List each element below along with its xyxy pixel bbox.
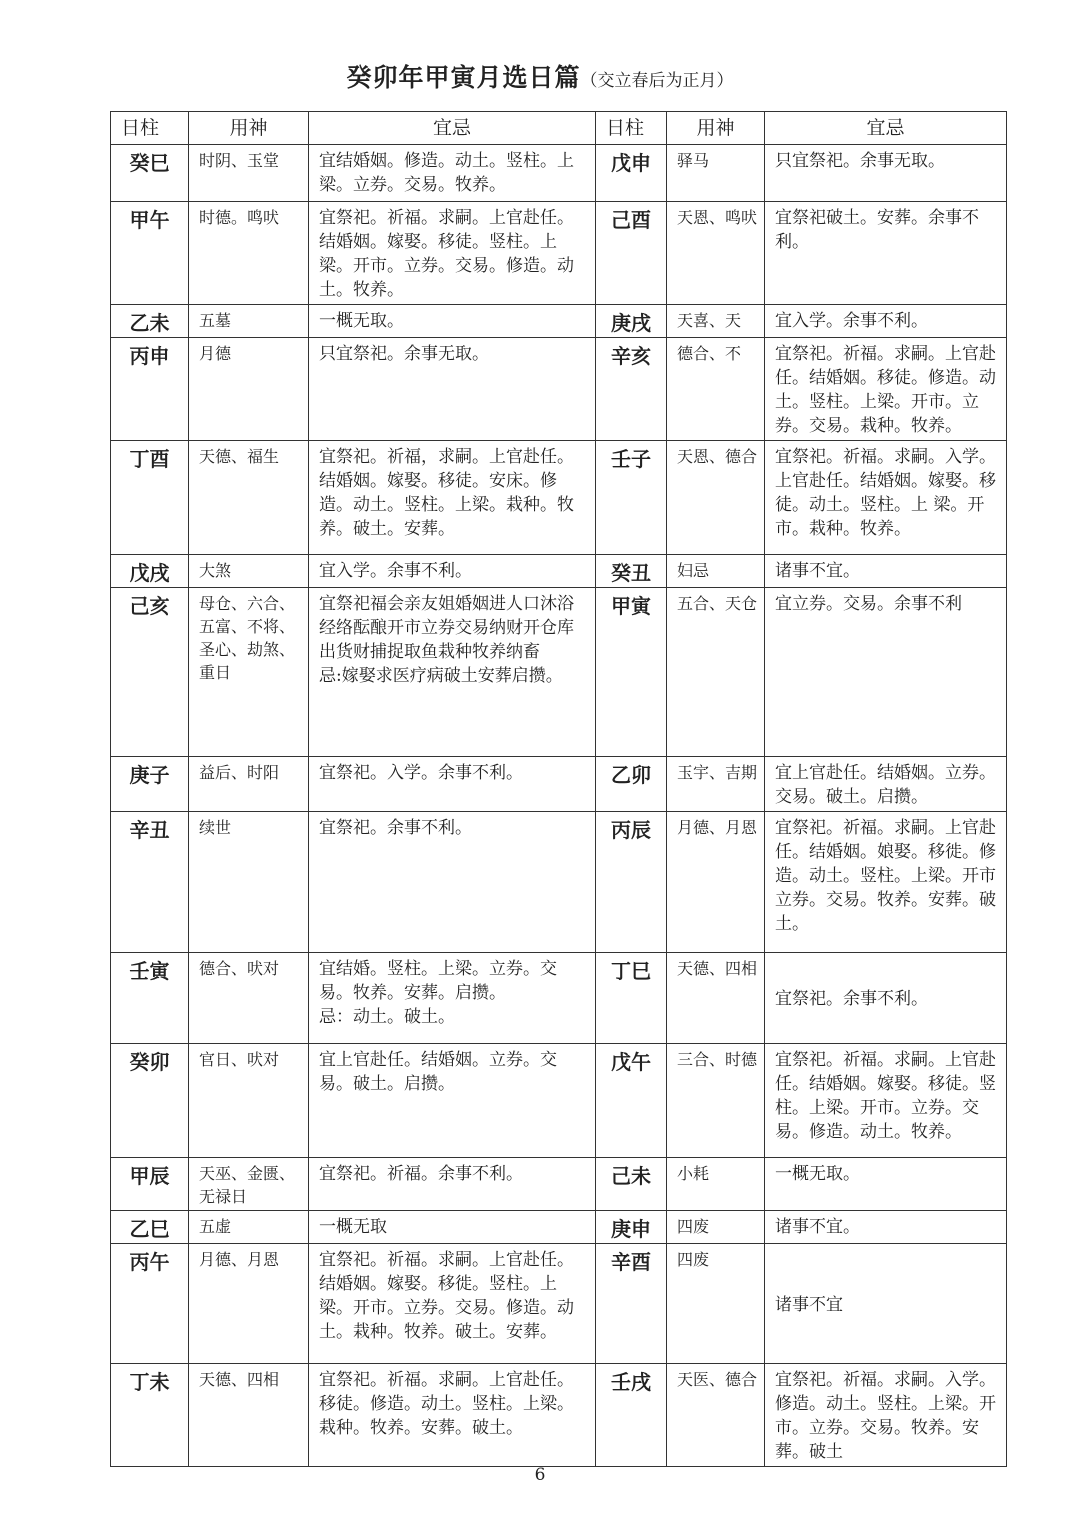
useful-gods-right: 天喜、天 bbox=[667, 305, 765, 338]
activity-line: 宜祭祀。祈福。求嗣。上官赴任。结婚姻。嫁娶。移徒。竖柱。上梁。开市。立券。交易。修造。动土。牧养。 bbox=[319, 208, 574, 300]
activity-line: 一概无取。 bbox=[775, 1164, 860, 1184]
useful-gods-left: 五虚 bbox=[189, 1211, 309, 1244]
useful-gods-left: 官日、吠对 bbox=[189, 1044, 309, 1158]
auspicious-activities-left bbox=[309, 1044, 596, 1158]
day-pillar-right: 庚戌 bbox=[596, 305, 667, 338]
auspicious-activities-right bbox=[765, 145, 1007, 202]
auspicious-activities-right bbox=[765, 1044, 1007, 1158]
useful-gods-left: 天巫、金匮、无禄日 bbox=[189, 1158, 309, 1211]
useful-gods-left: 天德、四相 bbox=[189, 1364, 309, 1467]
useful-gods-left: 五墓 bbox=[189, 305, 309, 338]
activity-line: 宜上官赴任。结婚姻。立券。交易。破土。启攒。 bbox=[319, 1050, 557, 1094]
activity-line: 忌:嫁娶求医疗病破土安葬启攒。 bbox=[319, 666, 563, 686]
auspicious-activities-right bbox=[765, 757, 1007, 812]
activity-line: 诸事不宜 bbox=[775, 1294, 843, 1315]
table-row bbox=[111, 305, 1007, 338]
title-main: 癸卯年甲寅月选日篇 bbox=[346, 63, 581, 92]
day-pillar-right: 癸丑 bbox=[596, 555, 667, 588]
useful-gods-right: 德合、不 bbox=[667, 338, 765, 441]
day-pillar-left: 辛丑 bbox=[111, 812, 189, 953]
useful-gods-left: 月德 bbox=[189, 338, 309, 441]
header-row bbox=[111, 112, 1007, 145]
activity-line: 宜上官赴任。结婚姻。立券。交易。破土。启攒。 bbox=[775, 763, 996, 807]
table-row bbox=[111, 588, 1007, 757]
day-pillar-right: 辛亥 bbox=[596, 338, 667, 441]
day-pillar-left: 丁酉 bbox=[111, 441, 189, 555]
table-body bbox=[111, 145, 1007, 1467]
auspicious-activities-left bbox=[309, 1158, 596, 1211]
auspicious-activities-right bbox=[765, 953, 1007, 1044]
activity-line: 宜结婚。竖柱。上梁。立券。交易。牧养。安葬。启攒。 bbox=[319, 959, 557, 1003]
activity-line: 诸事不宜。 bbox=[775, 1217, 860, 1237]
day-pillar-right: 己酉 bbox=[596, 202, 667, 305]
useful-gods-right: 月德、月恩 bbox=[667, 812, 765, 953]
auspicious-activities-right bbox=[765, 1211, 1007, 1244]
day-pillar-right: 丙辰 bbox=[596, 812, 667, 953]
day-pillar-left: 丙午 bbox=[111, 1244, 189, 1364]
activity-line: 一概无取 bbox=[319, 1217, 387, 1237]
activity-line: 宜祭祀。祈福。求嗣。上官赴任。结婚姻。嫁娶。移徙。竖柱。上梁。开市。立券。交易。修造。动土。栽种。牧养。破土。安葬。 bbox=[319, 1250, 574, 1342]
auspicious-activities-right bbox=[765, 1364, 1007, 1467]
auspicious-activities-left bbox=[309, 1364, 596, 1467]
useful-gods-right: 天恩、德合 bbox=[667, 441, 765, 555]
day-pillar-left: 甲午 bbox=[111, 202, 189, 305]
activity-line: 宜入学。余事不利。 bbox=[775, 311, 928, 331]
table-row bbox=[111, 202, 1007, 305]
auspicious-activities-left bbox=[309, 1244, 596, 1364]
useful-gods-right: 驿马 bbox=[667, 145, 765, 202]
auspicious-activities-left bbox=[309, 145, 596, 202]
day-pillar-left: 癸巳 bbox=[111, 145, 189, 202]
auspicious-activities-right bbox=[765, 588, 1007, 757]
useful-gods-right: 玉宇、吉期 bbox=[667, 757, 765, 812]
header-acts-left: 宜忌 bbox=[309, 112, 596, 145]
header-acts-right: 宜忌 bbox=[765, 112, 1007, 145]
auspicious-activities-left bbox=[309, 338, 596, 441]
activity-line: 只宜祭祀。余事无取。 bbox=[319, 344, 489, 364]
auspicious-activities-left bbox=[309, 757, 596, 812]
day-pillar-left: 庚子 bbox=[111, 757, 189, 812]
day-pillar-left: 壬寅 bbox=[111, 953, 189, 1044]
useful-gods-right: 天恩、鸣吠 bbox=[667, 202, 765, 305]
day-pillar-left: 戊戌 bbox=[111, 555, 189, 588]
activity-line: 宜祭祀。祈福，求嗣。上官赴任。结婚姻。嫁娶。移徒。安床。修造。动土。竖柱。上梁。栽种。牧养。破土。安葬。 bbox=[319, 447, 574, 539]
useful-gods-left: 时阴、玉堂 bbox=[189, 145, 309, 202]
activity-line: 宜祭祀。余事不利。 bbox=[319, 818, 472, 838]
day-pillar-right: 壬戌 bbox=[596, 1364, 667, 1467]
useful-gods-left: 天德、福生 bbox=[189, 441, 309, 555]
activity-line: 宜祭祀。祈福。求嗣。入学。上官赴任。结婚姻。嫁娶。移徒。动土。竖柱。上 梁。开市。栽种。牧养。 bbox=[775, 447, 996, 539]
activity-line: 宜祭祀。祈福。余事不利。 bbox=[319, 1164, 523, 1184]
useful-gods-right: 小耗 bbox=[667, 1158, 765, 1211]
page-number: 6 bbox=[534, 1465, 546, 1485]
day-pillar-right: 甲寅 bbox=[596, 588, 667, 757]
useful-gods-right: 四废 bbox=[667, 1211, 765, 1244]
auspicious-activities-left bbox=[309, 812, 596, 953]
table-row bbox=[111, 812, 1007, 953]
day-pillar-left: 乙未 bbox=[111, 305, 189, 338]
auspicious-activities-left bbox=[309, 202, 596, 305]
table-row bbox=[111, 1244, 1007, 1364]
useful-gods-left: 母仓、六合、五富、不将、圣心、劫煞、重日 bbox=[189, 588, 309, 757]
day-pillar-left: 丙申 bbox=[111, 338, 189, 441]
activity-line: 宜祭祀。祈福。求嗣。上官赴任。结婚姻。娘娶。移徙。修造。动土。竖柱。上梁。开市立券。交易。牧养。安葬。破土。 bbox=[775, 818, 996, 934]
activity-line: 宜祭祀。祈福。求嗣。上官赴任。移徒。修造。动土。竖柱。上梁。栽种。牧养。安葬。破土。 bbox=[319, 1370, 574, 1438]
day-pillar-right: 庚申 bbox=[596, 1211, 667, 1244]
title-subtitle: （交立春后为正月） bbox=[580, 71, 734, 91]
auspicious-activities-left bbox=[309, 305, 596, 338]
day-pillar-right: 戊申 bbox=[596, 145, 667, 202]
useful-gods-left: 续世 bbox=[189, 812, 309, 953]
table-row bbox=[111, 1158, 1007, 1211]
useful-gods-right: 四废 bbox=[667, 1244, 765, 1364]
useful-gods-left: 益后、时阳 bbox=[189, 757, 309, 812]
day-pillar-right: 辛酉 bbox=[596, 1244, 667, 1364]
header-gods-left: 用神 bbox=[189, 112, 309, 145]
page-title bbox=[0, 58, 1080, 94]
activity-line: 宜祭祀。祈福。求嗣。入学。修造。动土。竖柱。上梁。开市。立券。交易。牧养。安葬。破土 bbox=[775, 1370, 996, 1462]
auspicious-activities-left bbox=[309, 555, 596, 588]
table-row bbox=[111, 953, 1007, 1044]
activity-line: 宜立券。交易。余事不利 bbox=[775, 594, 962, 614]
useful-gods-right: 三合、时德 bbox=[667, 1044, 765, 1158]
auspicious-activities-right bbox=[765, 1244, 1007, 1364]
day-pillar-left: 甲辰 bbox=[111, 1158, 189, 1211]
day-pillar-left: 癸卯 bbox=[111, 1044, 189, 1158]
activity-line: 宜祭祀福会亲友姐婚姻进人口沐浴经络酝酿开市立券交易纳财开仓库出货财捕捉取鱼栽种牧养纳畜 bbox=[319, 594, 574, 662]
almanac-table bbox=[110, 111, 1007, 1467]
auspicious-activities-right bbox=[765, 1158, 1007, 1211]
auspicious-activities-left bbox=[309, 953, 596, 1044]
activity-line: 宜祭祀。入学。余事不利。 bbox=[319, 763, 523, 783]
auspicious-activities-left bbox=[309, 1211, 596, 1244]
table-row bbox=[111, 757, 1007, 812]
activity-line: 只宜祭祀。余事无取。 bbox=[775, 151, 945, 171]
auspicious-activities-right bbox=[765, 305, 1007, 338]
activity-line: 宜祭祀。祈福。求嗣。上官赴任。结婚姻。移徒。修造。动土。竖柱。上梁。开市。立券。交易。栽种。牧养。 bbox=[775, 344, 996, 436]
activity-line: 宜祭祀。余事不利。 bbox=[775, 989, 928, 1009]
day-pillar-right: 丁巳 bbox=[596, 953, 667, 1044]
auspicious-activities-right bbox=[765, 202, 1007, 305]
table-row bbox=[111, 1364, 1007, 1467]
useful-gods-left: 德合、吠对 bbox=[189, 953, 309, 1044]
header-gods-right: 用神 bbox=[667, 112, 765, 145]
table-row bbox=[111, 555, 1007, 588]
table-row bbox=[111, 338, 1007, 441]
useful-gods-left: 时德。鸣吠 bbox=[189, 202, 309, 305]
table-row bbox=[111, 145, 1007, 202]
useful-gods-left: 月德、月恩 bbox=[189, 1244, 309, 1364]
activity-line: 宜祭祀破土。安葬。余事不利。 bbox=[775, 208, 979, 252]
day-pillar-right: 戊午 bbox=[596, 1044, 667, 1158]
header-day-right: 日柱 bbox=[596, 112, 667, 145]
auspicious-activities-right bbox=[765, 441, 1007, 555]
table-row bbox=[111, 441, 1007, 555]
auspicious-activities-left bbox=[309, 441, 596, 555]
table-row bbox=[111, 1211, 1007, 1244]
activity-line: 宜结婚姻。修造。动土。竖柱。上梁。立券。交易。牧养。 bbox=[319, 151, 574, 195]
day-pillar-right: 己未 bbox=[596, 1158, 667, 1211]
table-row bbox=[111, 1044, 1007, 1158]
day-pillar-left: 己亥 bbox=[111, 588, 189, 757]
day-pillar-right: 壬子 bbox=[596, 441, 667, 555]
activity-line: 一概无取。 bbox=[319, 311, 404, 331]
day-pillar-left: 乙巳 bbox=[111, 1211, 189, 1244]
day-pillar-right: 乙卯 bbox=[596, 757, 667, 812]
header-day-left: 日柱 bbox=[111, 112, 189, 145]
auspicious-activities-left bbox=[309, 588, 596, 757]
auspicious-activities-right bbox=[765, 812, 1007, 953]
auspicious-activities-right bbox=[765, 555, 1007, 588]
day-pillar-left: 丁未 bbox=[111, 1364, 189, 1467]
useful-gods-left: 大煞 bbox=[189, 555, 309, 588]
activity-line: 宜入学。余事不利。 bbox=[319, 561, 472, 581]
useful-gods-right: 天德、四相 bbox=[667, 953, 765, 1044]
activity-line: 诸事不宜。 bbox=[775, 561, 860, 581]
activity-line: 宜祭祀。祈福。求嗣。上官赴任。结婚姻。嫁娶。移徒。竖柱。上梁。开市。立券。交易。修造。动土。牧养。 bbox=[775, 1050, 996, 1142]
activity-line: 忌：动土。破土。 bbox=[319, 1007, 455, 1027]
useful-gods-right: 妇忌 bbox=[667, 555, 765, 588]
useful-gods-right: 天医、德合 bbox=[667, 1364, 765, 1467]
useful-gods-right: 五合、天仓 bbox=[667, 588, 765, 757]
auspicious-activities-right bbox=[765, 338, 1007, 441]
